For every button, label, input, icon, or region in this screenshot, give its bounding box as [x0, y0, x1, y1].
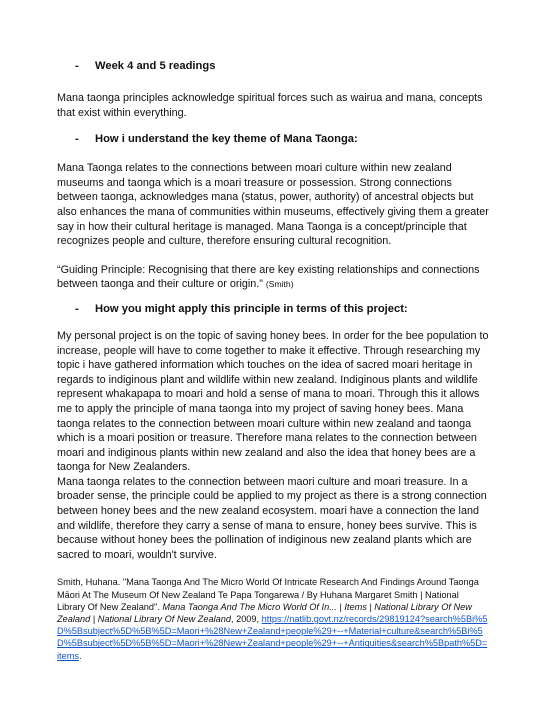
intro-paragraph: Mana taonga principles acknowledge spiritual forces such as wairua and mana, concepts that exist within everything. [57, 92, 483, 119]
bullet-dash: - [75, 302, 79, 315]
understanding-paragraph: Mana Taonga relates to the connections between moari culture within new zealand museums and taonga which is a moari treasure or possession. Strong connections between taonga, acknowledges mana (status, power, authority) of ancestral objects but also enhances the mana of communities within museums, effectively giving them a greater say in how their cultural heritage is managed. Mana Taonga is a concept/principle that recognizes people and culture, therefore ensuring cultural recognition. [57, 162, 489, 248]
heading-understanding [75, 131, 489, 147]
reference-url-link[interactable]: https://natlib.govt.nz/records/29819124?search%5Bi%5D%5Bsubject%5D%5B%5D=Maori+%28New+Zealand+people%29+--+Material+culture&search%5Bi%5D%5Bsubject%5D%5B%5D=Maori+%28New+Zealand+people%29+--+Antiquities&search%5Bpath%5D=items [57, 614, 488, 661]
reference-source: Mana Taonga And The Micro World Of In... | Items | National Library Of New Zealand | National Library Of New Zealand [57, 601, 472, 625]
quote-text: “Guiding Principle: Recognising that there are key existing relationships and connections between taonga and their culture or origin.” [57, 263, 480, 291]
heading-text: How i understand the key theme of Mana Taonga: [95, 133, 358, 146]
reference-authors-title: Smith, Huhana. "Mana Taonga And The Micro World Of Intricate Research And Findings Around Taonga Māori At The Museum Of New Zealand Te Papa Tongarewa / By Huhana Margaret Smith | National Library Of New Zealand". [57, 577, 479, 612]
application-paragraph-2: Mana taonga relates to the connection between maori culture and moari treasure. In a broader sense, the principle could be applied to my project as there is a strong connection between honey bees and the new zealand ecosystem. moari have a connection the land and wildlife, therefore they carry a sense of mana to ensure, honey bees survive. This is because without honey bees the pollination of indiginous new zealand plants which are sacred to moari, wouldn't survive. [57, 475, 487, 561]
heading-text: Week 4 and 5 readings [95, 60, 216, 72]
reference-year: , 2009, [230, 614, 260, 625]
quote-paragraph [57, 263, 489, 292]
reference-end: . [78, 650, 82, 661]
reference-entry [57, 576, 489, 661]
heading-readings [75, 58, 489, 74]
document-body [57, 58, 489, 662]
heading-text: How you might apply this principle in terms of this project: [95, 302, 408, 315]
bullet-dash: - [75, 60, 79, 72]
quote-citation: (Smith) [265, 279, 294, 290]
application-paragraph-1: My personal project is on the topic of saving honey bees. In order for the bee population to increase, people will have to come together to make it effective. Through researching my topic i have gathered information which touches on the idea of sacred moari heritage in regards to indiginous plant and wildlife within new zealand. Indiginous plants and wildlife represent whakapapa to moari and hold a sense of mana to moari. Through this it allows me to apply the principle of mana taonga into my project of saving honey bees. Mana taonga relates to the connection between moari culture within new zealand and taonga which is a moari position or treasure. Therefore mana relates to the connection between moari and indiginous plants within new zealand and also the idea that honey bees are a taonga for New Zealanders. [57, 329, 489, 474]
heading-application [75, 301, 489, 317]
bullet-dash: - [75, 133, 79, 146]
